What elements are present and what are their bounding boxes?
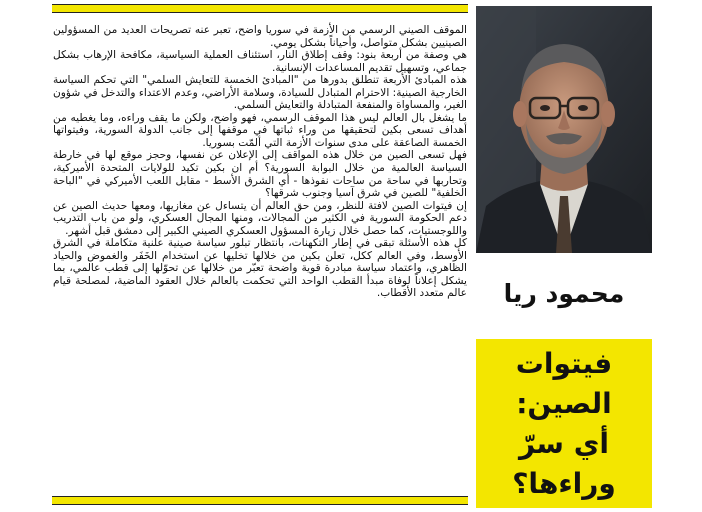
author-name: محمود ريا	[503, 279, 625, 308]
author-photo	[476, 6, 652, 253]
article-paragraph: كل هذه الأسئلة تبقى في إطار التكهنات، بانتظار تبلور سياسة صينية علنية متكاملة في الشرق الأوسط، وفي العالم ككل، تعلن بكين من خلالها تخليها عن استخدام الخَفَر والغموض والحياد الظاهري، واعتماد سياسة مبادرة قوية واضحة تعبّر من خلالها عن تحوّلها إلى قطب عالمي، بما يشكل إعلاناً لوفاة مبدأ القطب الواحد التي تحكمت بالعالم خلال العقود الماضية، لمصلحة قيام عالم متعدد الأقطاب.	[53, 237, 467, 300]
article-paragraph: هي وصفة من أربعة بنود: وقف إطلاق النار، استئناف العملية السياسية، مكافحة الإرهاب بشكل جماعي، وتسهيل تقديم المساعدات الإنسانية.	[53, 49, 467, 74]
article-paragraph: هذه المبادئ الأربعة تنطلق بدورها من "المبادئ الخمسة للتعايش السلمي" التي تحكم السياسة الخارجية الصينية: الاحترام المتبادل للسيادة، وسلامة الأراضي، وعدم الاعتداء والتدخل في شؤون الغير، والمساواة والمنفعة المتبادلة والتعايش السلمي.	[53, 74, 467, 112]
article-body	[53, 24, 467, 300]
article-paragraph: الموقف الصيني الرسمي من الأزمة في سوريا واضح، تعبر عنه تصريحات العديد من المسؤولين الصينيين بشكل متواصل، وأحياناً بشكل يومي.	[53, 24, 467, 49]
article-title	[476, 344, 652, 504]
article-title-line: أي سرّ وراءها؟	[512, 426, 616, 500]
article-paragraph: إن فيتوات الصين لافتة للنظر، ومن حق العالم أن يتساءل عن مغازيها، ومعها حديث الصين عن دعم الحكومة السورية في الكثير من المجالات، ومنها المجال العسكري، ولو من باب التدريب واللوجستيات، كما حصل خلال زيارة المسؤول العسكري الصيني الكبير إلى دمشق قبل أشهر.	[53, 199, 467, 237]
article-paragraph: فهل تسعى الصين من خلال هذه المواقف إلى الإعلان عن نفسها، وحجز موقع لها في خارطة السياسة العالمية من خلال البوابة السورية؟ أم ان بكين تكيد للولايات المتحدة الأميركية، وتحاربها في ساحة من ساحات نفوذها - أي الشرق الأسط - مقابل اللعب الأميركي في "الباحة الخلفية" للصين في شرق آسيا وجنوب شرقها؟	[53, 149, 467, 200]
top-yellow-rule	[52, 4, 468, 13]
article-paragraph: ما يشغل بال العالم ليس هذا الموقف الرسمي، فهو واضح، ولكن ما يقف وراءه، وما يغطيه من أهداف تسعى بكين لتحقيقها من وراء ثباتها في موقفها إلى جانب الدولة السورية، وفيتواتها الخمسة الصاعقة على مدى سنوات الأزمة التي ألمّت بسوريا.	[53, 111, 467, 149]
article-title-line: فيتوات الصين:	[515, 346, 613, 420]
title-box	[476, 339, 652, 508]
bottom-yellow-rule	[52, 496, 468, 505]
